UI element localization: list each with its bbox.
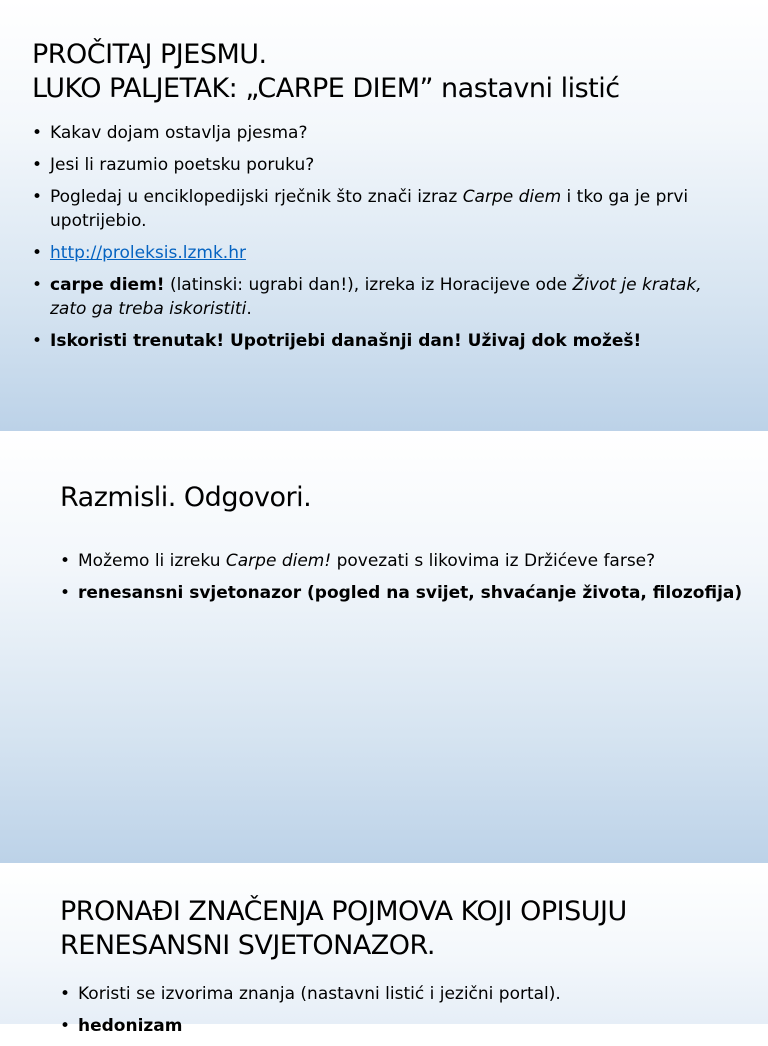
slide-2 [0, 433, 768, 863]
slide-1-title-line1: PROČITAJ PJESMU. [32, 39, 267, 70]
slide-1-title-line2: LUKO PALJETAK: „CARPE DIEM” nastavni listić [32, 73, 620, 104]
list-item: • Iskoristi trenutak! Upotrijebi današnji dan! Uživaj dok možeš! [32, 329, 732, 353]
proleksis-link[interactable]: http://proleksis.lzmk.hr [50, 243, 246, 263]
list-item: • renesansni svjetonazor (pogled na svijet, shvaćanje života, filozofija) [60, 581, 750, 605]
slide-3 [0, 865, 768, 1036]
list-item: • Pogledaj u enciklopedijski rječnik što znači izraz Carpe diem i tko ga je prvi upotrijebio. [32, 185, 732, 233]
list-item: • carpe diem! (latinski: ugrabi dan!), izreka iz Horacijeve ode Život je kratak, zato ga treba iskoristiti. [32, 273, 732, 321]
list-item [32, 241, 732, 265]
slide-1 [0, 0, 768, 431]
list-item: • Jesi li razumio poetsku poruku? [32, 153, 732, 177]
slide-1-title [32, 38, 620, 106]
slide-3-title-line1: PRONAĐI ZNAČENJA POJMOVA KOJI OPISUJU [60, 896, 627, 927]
list-item: • Kakav dojam ostavlja pjesma? [32, 121, 732, 145]
list-item: • hedonizam [60, 1014, 750, 1038]
slide-3-bullet-list [60, 982, 750, 1046]
slide-3-title-line2: RENESANSNI SVJETONAZOR. [60, 930, 435, 961]
slide-2-title: Razmisli. Odgovori. [60, 482, 312, 513]
list-item: • Koristi se izvorima znanja (nastavni listić i jezični portal). [60, 982, 750, 1006]
slide-3-title [60, 895, 627, 963]
list-item: • Možemo li izreku Carpe diem! povezati s likovima iz Držićeve farse? [60, 549, 750, 573]
slide-1-bullet-list [32, 121, 732, 361]
slide-2-bullet-list [60, 549, 750, 613]
